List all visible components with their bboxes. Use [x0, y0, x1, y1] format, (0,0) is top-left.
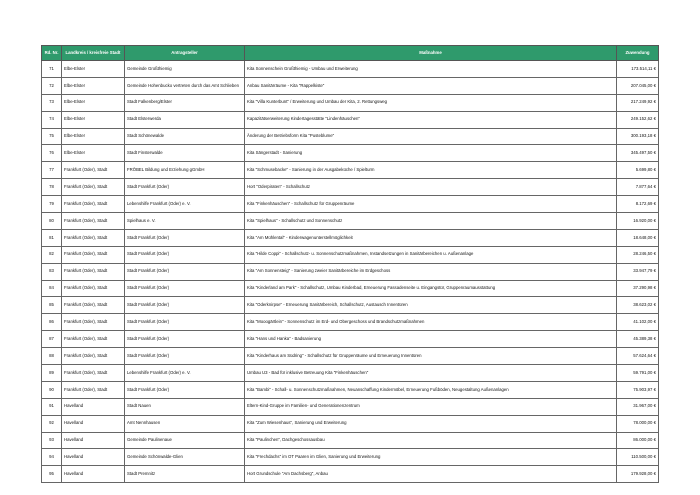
landkreis-cell: Frankfurt (Oder), Stadt: [62, 263, 125, 280]
massnahme-cell: Kita "Hans und Hanka" - Badsanierung: [245, 331, 617, 348]
massnahme-cell: Kita "Mooogärtlein" - Sonnenschutz im Erd- und Obergeschoss und Brandschutzmaßnahmen: [245, 314, 617, 331]
zuwendung-cell: 33.947,79 €: [617, 263, 659, 280]
landkreis-cell: Frankfurt (Oder), Stadt: [62, 162, 125, 179]
landkreis-cell: Elbe-Elster: [62, 61, 125, 78]
table-row: [42, 128, 659, 145]
massnahme-cell: Kita "Am Mühlental" - Kinderwagenunterstellmöglichkeit: [245, 229, 617, 246]
table-row: [42, 381, 659, 398]
nr-cell: 74: [42, 111, 62, 128]
table-row: [42, 94, 659, 111]
nr-cell: 88: [42, 348, 62, 365]
antragsteller-cell: Gemeinde Hohenbucko vertreten durch das Amt Schlieben: [125, 77, 245, 94]
nr-cell: 87: [42, 331, 62, 348]
table-row: [42, 398, 659, 415]
zuwendung-cell: 173.514,11 €: [617, 61, 659, 78]
landkreis-cell: Elbe-Elster: [62, 128, 125, 145]
nr-cell: 77: [42, 162, 62, 179]
table-row: [42, 280, 659, 297]
antragsteller-cell: Stadt Premnitz: [125, 466, 245, 483]
nr-cell: 81: [42, 229, 62, 246]
massnahme-cell: Eltern-Kind-Gruppe im Familien- und Generationenzentrum: [245, 398, 617, 415]
nr-cell: 93: [42, 432, 62, 449]
table-row: [42, 449, 659, 466]
table-row: [42, 229, 659, 246]
nr-cell: 83: [42, 263, 62, 280]
zuwendung-cell: 41.102,00 €: [617, 314, 659, 331]
antragsteller-cell: Stadt Falkenberg/Elster: [125, 94, 245, 111]
landkreis-cell: Frankfurt (Oder), Stadt: [62, 229, 125, 246]
table-row: [42, 145, 659, 162]
landkreis-cell: Frankfurt (Oder), Stadt: [62, 246, 125, 263]
nr-cell: 75: [42, 128, 62, 145]
zuwendung-cell: 5.699,80 €: [617, 162, 659, 179]
zuwendung-cell: 28.246,50 €: [617, 246, 659, 263]
table-row: [42, 432, 659, 449]
nr-cell: 92: [42, 415, 62, 432]
massnahme-cell: Kita "Spielhaus" - Schallschutz und Sonnenschutz: [245, 213, 617, 230]
zuwendung-cell: 59.791,00 €: [617, 365, 659, 382]
antragsteller-cell: Lebenshilfe Frankfurt (Oder) e. V.: [125, 365, 245, 382]
nr-cell: 91: [42, 398, 62, 415]
landkreis-cell: Elbe-Elster: [62, 145, 125, 162]
massnahme-cell: Kita "Paulinchen", Dachgeschossausbau: [245, 432, 617, 449]
antragsteller-cell: Stadt Frankfurt (Oder): [125, 229, 245, 246]
table-row: [42, 348, 659, 365]
landkreis-cell: Frankfurt (Oder), Stadt: [62, 280, 125, 297]
zuwendung-cell: 57.624,64 €: [617, 348, 659, 365]
table-row: [42, 213, 659, 230]
massnahme-cell: Kita "Schmusebacke" - Sanierung in der Ausgabeküche / Spielturm: [245, 162, 617, 179]
antragsteller-cell: Stadt Nauen: [125, 398, 245, 415]
antragsteller-cell: Gemeinde Paulinenaue: [125, 432, 245, 449]
table-row: [42, 331, 659, 348]
massnahme-cell: Hort "Oderpiraten" - Schallschutz: [245, 179, 617, 196]
nr-cell: 94: [42, 449, 62, 466]
zuwendung-cell: 78.000,00 €: [617, 415, 659, 432]
landkreis-cell: Frankfurt (Oder), Stadt: [62, 196, 125, 213]
antragsteller-cell: Gemeinde Schönwalde-Glien: [125, 449, 245, 466]
massnahme-cell: Anbau Sanitärräume - Kita "Rappelkiste": [245, 77, 617, 94]
table-row: [42, 415, 659, 432]
table-row: [42, 246, 659, 263]
landkreis-cell: Havelland: [62, 432, 125, 449]
massnahme-cell: Kita "Kinderhaus am Südring" - Schallschutz für Gruppenräume und Erneuerung Innentüren: [245, 348, 617, 365]
nr-cell: 80: [42, 213, 62, 230]
massnahme-cell: Kita "Am Sonnensteig" - Sanierung zweier Sanitärbereiche im Erdgeschoss: [245, 263, 617, 280]
antragsteller-cell: FRÖBEL Bildung und Erziehung gGmbH: [125, 162, 245, 179]
zuwendung-cell: 86.000,00 €: [617, 432, 659, 449]
massnahme-cell: Kita "Hilde Coppi" - Schallschutz- u. Sonnenschutzmaßnahmen, Instandsetzungen in Sanitärbereichen u. Außenanlage: [245, 246, 617, 263]
massnahme-cell: Hort Grundschule "Am Dachsberg", Anbau: [245, 466, 617, 483]
landkreis-cell: Frankfurt (Oder), Stadt: [62, 381, 125, 398]
zuwendung-cell: 300.193,18 €: [617, 128, 659, 145]
massnahme-cell: Kita Sonnenschein Großthiemig - Umbau und Erweiterung: [245, 61, 617, 78]
antragsteller-cell: Stadt Schönewalde: [125, 128, 245, 145]
nr-cell: 90: [42, 381, 62, 398]
antragsteller-cell: Stadt Elsterwerda: [125, 111, 245, 128]
massnahme-cell: Kita "Finkenhäuschen" - Schallschutz für Gruppenräume: [245, 196, 617, 213]
landkreis-cell: Frankfurt (Oder), Stadt: [62, 348, 125, 365]
landkreis-cell: Havelland: [62, 415, 125, 432]
massnahme-cell: Kita "Kinderland am Park" - Schallschutz, Umbau Kinderbad, Erneuerung Fassadenseite u. Eingangstür, Gruppenraumausstattung: [245, 280, 617, 297]
antragsteller-cell: Stadt Frankfurt (Oder): [125, 263, 245, 280]
zuwendung-cell: 75.903,97 €: [617, 381, 659, 398]
header-nr: Rd. Nr.: [42, 46, 62, 61]
zuwendung-cell: 38.623,02 €: [617, 297, 659, 314]
header-massnahme: Maßnahme: [245, 46, 617, 61]
landkreis-cell: Havelland: [62, 466, 125, 483]
zuwendung-cell: 207.045,00 €: [617, 77, 659, 94]
zuwendung-cell: 45.389,38 €: [617, 331, 659, 348]
table-row: [42, 365, 659, 382]
table-row: [42, 61, 659, 78]
nr-cell: 78: [42, 179, 62, 196]
landkreis-cell: Frankfurt (Oder), Stadt: [62, 297, 125, 314]
antragsteller-cell: Stadt Frankfurt (Oder): [125, 280, 245, 297]
antragsteller-cell: Spielhaus e. V.: [125, 213, 245, 230]
nr-cell: 89: [42, 365, 62, 382]
nr-cell: 84: [42, 280, 62, 297]
zuwendung-cell: 110.500,00 €: [617, 449, 659, 466]
header-zuwendung: Zuwendung: [617, 46, 659, 61]
header-landkreis: Landkreis / kreisfreie Stadt: [62, 46, 125, 61]
landkreis-cell: Frankfurt (Oder), Stadt: [62, 331, 125, 348]
landkreis-cell: Elbe-Elster: [62, 111, 125, 128]
landkreis-cell: Elbe-Elster: [62, 77, 125, 94]
massnahme-cell: Kita "Bambi" - Schall- u. Sonnenschutzmaßnahmen, Neuanschaffung Kindermöbel, Erneuerung Fußböden, Neugestaltung Außenanlagen: [245, 381, 617, 398]
table-row: [42, 297, 659, 314]
zuwendung-cell: 8.172,69 €: [617, 196, 659, 213]
antragsteller-cell: Stadt Frankfurt (Oder): [125, 297, 245, 314]
nr-cell: 79: [42, 196, 62, 213]
nr-cell: 71: [42, 61, 62, 78]
table-row: [42, 314, 659, 331]
massnahme-cell: Änderung der Betriebsform Kita "Pusteblume": [245, 128, 617, 145]
funding-table: [41, 45, 659, 483]
zuwendung-cell: 179.928,00 €: [617, 466, 659, 483]
landkreis-cell: Elbe-Elster: [62, 94, 125, 111]
antragsteller-cell: Amt Nennhausen: [125, 415, 245, 432]
landkreis-cell: Frankfurt (Oder), Stadt: [62, 179, 125, 196]
table-header-row: [42, 46, 659, 61]
landkreis-cell: Frankfurt (Oder), Stadt: [62, 365, 125, 382]
zuwendung-cell: 7.877,64 €: [617, 179, 659, 196]
zuwendung-cell: 31.967,00 €: [617, 398, 659, 415]
massnahme-cell: Kita "Villa Kunterbunt" / Erweiterung und Umbau der Kita, 2. Rettungsweg: [245, 94, 617, 111]
antragsteller-cell: Gemeinde Großthiemig: [125, 61, 245, 78]
zuwendung-cell: 37.290,98 €: [617, 280, 659, 297]
massnahme-cell: Kita "Zum Wiesenhaus", Sanierung und Erweiterung: [245, 415, 617, 432]
table-row: [42, 77, 659, 94]
nr-cell: 73: [42, 94, 62, 111]
table-row: [42, 162, 659, 179]
nr-cell: 76: [42, 145, 62, 162]
nr-cell: 95: [42, 466, 62, 483]
massnahme-cell: Kita "Frechdachs" im OT Paaren im Glien, Sanierung und Erweiterung: [245, 449, 617, 466]
massnahme-cell: Umbau U3 - Bad für inklusive Betreuung Kita "Finkenhäuschen": [245, 365, 617, 382]
zuwendung-cell: 345.497,50 €: [617, 145, 659, 162]
header-antragsteller: Antragsteller: [125, 46, 245, 61]
antragsteller-cell: Stadt Finsterwalde: [125, 145, 245, 162]
massnahme-cell: Kita "Oderknirpse" - Erneuerung Sanitärbereich, Schallschutz, Austausch Innentüren: [245, 297, 617, 314]
zuwendung-cell: 249.152,62 €: [617, 111, 659, 128]
nr-cell: 72: [42, 77, 62, 94]
nr-cell: 85: [42, 297, 62, 314]
landkreis-cell: Havelland: [62, 398, 125, 415]
zuwendung-cell: 18.648,00 €: [617, 229, 659, 246]
table-row: [42, 179, 659, 196]
antragsteller-cell: Stadt Frankfurt (Oder): [125, 348, 245, 365]
antragsteller-cell: Stadt Frankfurt (Oder): [125, 314, 245, 331]
antragsteller-cell: Stadt Frankfurt (Oder): [125, 179, 245, 196]
zuwendung-cell: 16.920,00 €: [617, 213, 659, 230]
nr-cell: 86: [42, 314, 62, 331]
table-row: [42, 466, 659, 483]
table-row: [42, 263, 659, 280]
landkreis-cell: Frankfurt (Oder), Stadt: [62, 213, 125, 230]
massnahme-cell: Kapazitätserweiterung Kindertagesstätte "Lindenhäuschen": [245, 111, 617, 128]
table-row: [42, 111, 659, 128]
massnahme-cell: Kita Sängerstadt - Sanierung: [245, 145, 617, 162]
landkreis-cell: Frankfurt (Oder), Stadt: [62, 314, 125, 331]
antragsteller-cell: Lebenshilfe Frankfurt (Oder) e. V.: [125, 196, 245, 213]
table-row: [42, 196, 659, 213]
antragsteller-cell: Stadt Frankfurt (Oder): [125, 246, 245, 263]
landkreis-cell: Havelland: [62, 449, 125, 466]
nr-cell: 82: [42, 246, 62, 263]
antragsteller-cell: Stadt Frankfurt (Oder): [125, 381, 245, 398]
table-body: [42, 61, 659, 483]
antragsteller-cell: Stadt Frankfurt (Oder): [125, 331, 245, 348]
zuwendung-cell: 217.249,92 €: [617, 94, 659, 111]
